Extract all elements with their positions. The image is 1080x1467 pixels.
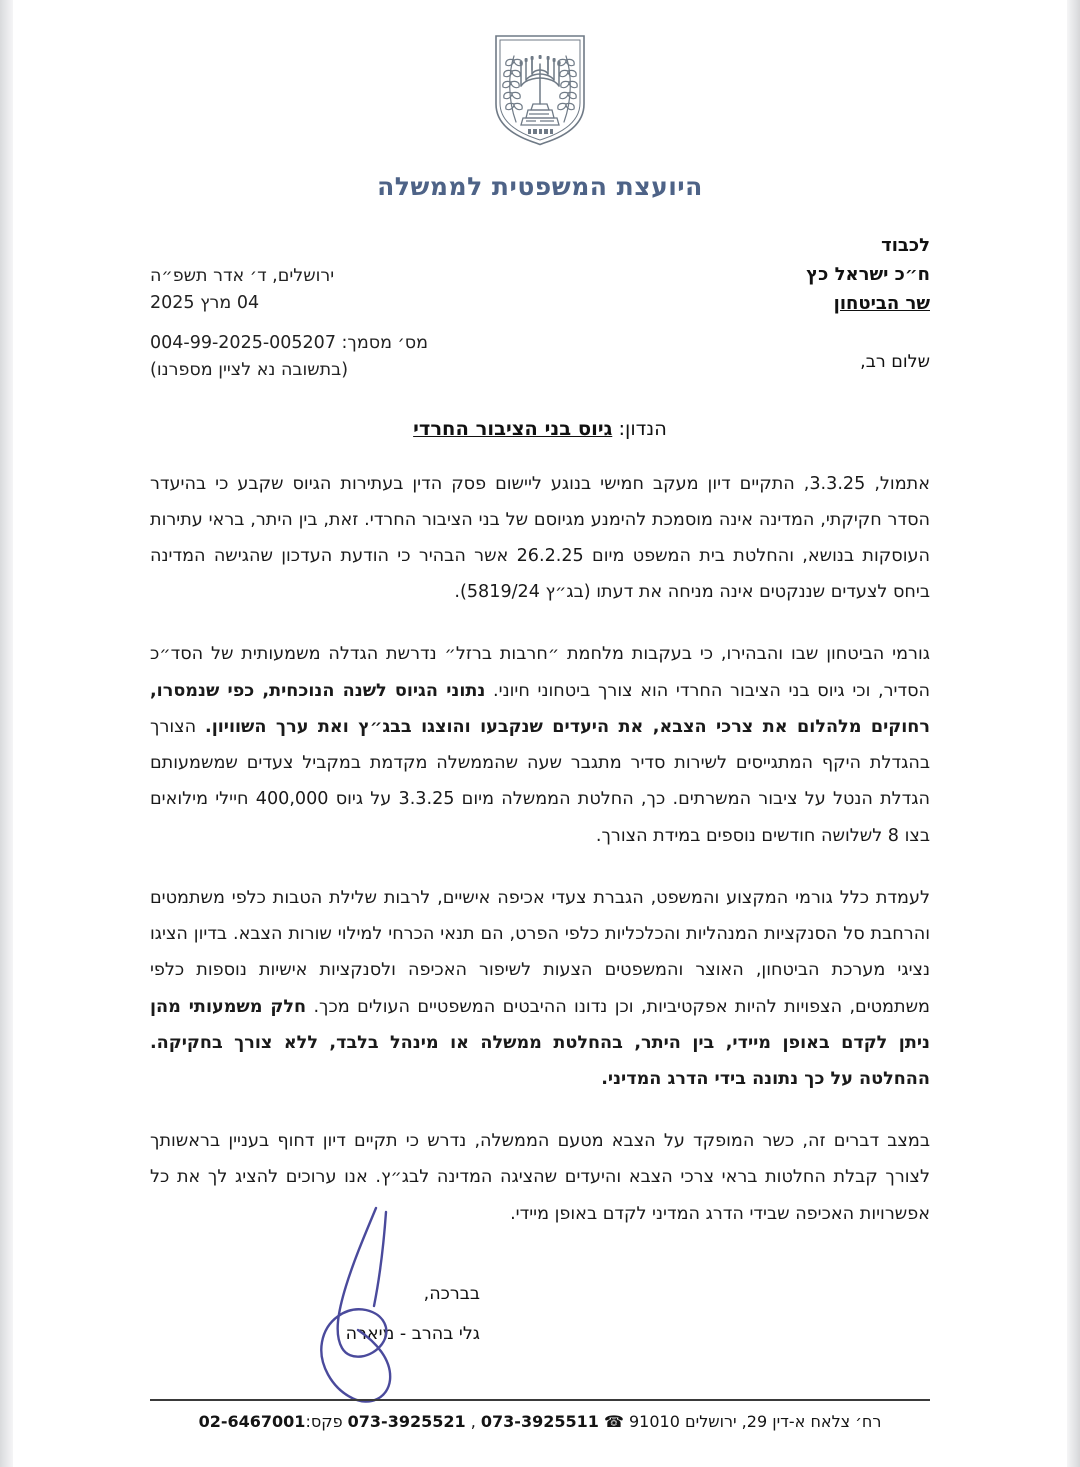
footer-fax-label: פקס: <box>305 1412 343 1431</box>
signatory-name: גלי בהרב - מיארה <box>345 1324 480 1345</box>
footer-address: רח׳ צלאח א-דין 29, ירושלים 91010 <box>629 1412 882 1431</box>
footer-divider <box>150 1399 930 1401</box>
footer-phone-2: 073-3925521 <box>347 1412 466 1431</box>
meta-gregorian-date: 04 מרץ 2025 <box>150 293 260 314</box>
paragraph-4: במצב דברים זה, כשר המופקד על הצבא מטעם הממשלה, נדרש כי תקיים דיון דחוף בעניין בראשותך לצורך קבלת החלטות בראי צרכי הצבא והיעדים שהציגה המדינה לבג״ץ. אנו ערוכים להציג לך את כל אפשרויות האכיפה שבידי הדרג המדיני לקדם באופן מיידי. <box>150 1131 930 1224</box>
paragraph-2-emphasis: נתוני הגיוס לשנה הנוכחית, כפי שנמסרו, רחוקים מלהלום את צרכי הצבא, את היעדים שנקבעו והוצגו בבג״ץ ואת ערך השוויון. <box>150 680 930 737</box>
addressee-to: לכבוד <box>881 235 930 256</box>
paragraph-2 <box>150 636 930 853</box>
footer-contact <box>150 1412 930 1431</box>
letter-meta <box>150 263 570 385</box>
subject-line <box>150 417 930 440</box>
signature-block <box>150 1274 526 1355</box>
subject-value: גיוס בני הציבור החרדי <box>413 416 613 440</box>
addressee-role: שר הביטחון <box>833 293 930 315</box>
footer-phone-1: 073-3925511 <box>480 1412 599 1431</box>
paragraph-1: אתמול, 3.3.25, התקיים דיון מעקב חמישי בנוגע ליישום פסק הדין בעתירות הגיוס שקבע כי בהיעדר הסדר חקיקתי, המדינה אינה מוסמכת להימנע מגיוסם של בני הציבור החרדי. זאת, בין היתר, בראי עתירות העוסקות בנושא, והחלטת בית המשפט מיום 26.2.25 אשר הבהיר כי הודעת העדכון שהגישה המדינה ביחס לצעדים שננקטים אינה מניחה את דעתו (בג״ץ 5819/24). <box>150 473 930 603</box>
letter-sheet <box>13 0 1067 1467</box>
meta-spacer <box>150 317 570 330</box>
signature-closing: בברכה, <box>423 1283 480 1304</box>
greeting: שלום רב, <box>860 352 930 373</box>
emblem-of-israel <box>488 30 592 148</box>
paragraph-2-part-b: הצורך בהגדלת היקף המתגייסים לשירות סדיר מתגבר שעה שהממשלה מקדמת במקביל צעדים שמשמעותם הגדלת הנטל על ציבור המשרתים. כך, החלטת הממשלה מיום 3.3.25 על גיוס 400,000 חיילי מילואים בצו 8 לשלושה חודשים נוספים במידת הצורך. <box>150 716 931 846</box>
paragraph-3 <box>150 880 930 1097</box>
letterhead <box>150 0 930 201</box>
paragraph-3-emphasis: חלק משמעותי מהן ניתן לקדם באופן מיידי, בין היתר, בהחלטת ממשלה או מינהל בלבד, ללא צורך בחקיקה. ההחלטה על כך נתונה בידי הדרג המדיני. <box>150 996 930 1090</box>
scan-edge-right <box>1067 0 1080 1467</box>
letter-footer <box>150 1399 930 1431</box>
scan-edge-left <box>0 0 13 1467</box>
meta-place-date: ירושלים, ד׳ אדר תשפ״ה <box>150 266 335 286</box>
subject-label: הנדון: <box>618 416 667 440</box>
letter-body <box>150 466 930 1232</box>
addressee-name: ח״כ ישראל כץ <box>806 264 930 286</box>
paragraph-2-part-a: גורמי הביטחון שבו והבהירו, כי בעקבות מלחמת ״חרבות ברזל״ נדרשת הגדלה משמעותית של הסד״כ הסדיר, וכי גיוס בני הציבור החרדי הוא צורך ביטחוני חיוני. <box>150 644 931 701</box>
footer-phone-separator: , <box>470 1412 476 1431</box>
paragraph-3-part-a: לעמדת כלל גורמי המקצוע והמשפט, הגברת צעדי אכיפה אישיים, לרבות שלילת הטבות כלפי משתמטים והרחבת סל הסנקציות המנהליות והכלכליות כלפי הפרט, הם תנאי הכרחי למילוי שורות הצבא. בדיון הציגו נציגי מערכת הביטחון, האוצר והמשפטים הצעות לשיפור האכיפה ולסנקציות אישיות נוספות כלפי משתמטים, הצפויות להיות אפקטיביות, וכן נדונו ההיבטים המשפטיים העולים מכך. <box>150 887 930 1017</box>
organization-title: היועצת המשפטית לממשלה <box>377 172 703 201</box>
footer-fax: 02-6467001 <box>198 1412 306 1431</box>
telephone-icon: ☎ <box>603 1412 624 1431</box>
meta-document-number: מס׳ מסמך: 004-99-2025-005207 <box>150 333 429 354</box>
meta-reply-note: (בתשובה נא לציין מספרנו) <box>150 360 349 381</box>
